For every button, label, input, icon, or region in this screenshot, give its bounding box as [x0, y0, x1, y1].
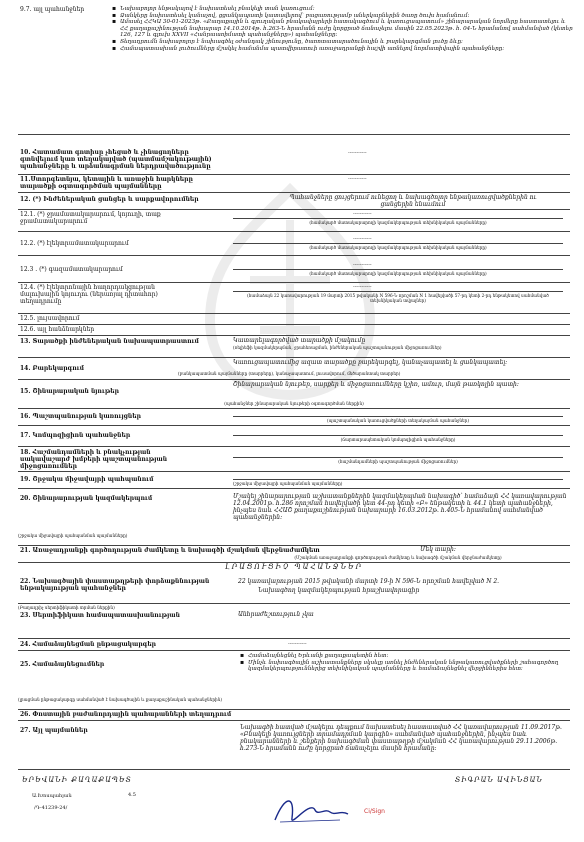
row-21-note: (Մշակման առաջադրանքի գործողության ժամկետը և նախագծի մշակման վերջնաժամկետը): [294, 555, 502, 560]
list-item: ▪ Տեղադրումն նախաբոլոր է նախագծել օժանդակ շինությունը, ծառոտատարածունային և բարեկարգման լուծը ձևը:: [120, 39, 575, 46]
row-13-value: Կատարելագործված տարածքի մշակումը: [233, 337, 366, 344]
row-27: [18, 721, 570, 770]
row-12-2-label: 12.2. (*) էլեկտրամատակարարում: [20, 240, 129, 247]
row-23-value: Անհրաժեշտություն չկա: [238, 611, 314, 618]
row-12-3: [18, 256, 570, 283]
row-12-5-label: 12.5. լույսավորում: [20, 315, 80, 322]
row-17: [18, 426, 570, 447]
row-26: [18, 710, 570, 721]
signature-icon: [270, 790, 350, 830]
row-14-value: Կառուցապատումից ազատ տարածքը բարեկարգել, կանաչապատել և ցանկապատել:: [233, 359, 508, 366]
row-25: [18, 651, 570, 710]
section-heading: ԼՐԱՑՈՒՑԻՉ ՊԱՀԱՆՋՆԵՐ: [224, 563, 364, 571]
row-25-label: 25. Համաձայնեցումներ: [20, 661, 105, 668]
row-12-3-value: -----------: [353, 262, 372, 268]
row-22: [18, 576, 570, 604]
row-12-3-label: 12.3 . (*) գազամատակարարում: [20, 266, 123, 273]
fill-line: [233, 243, 563, 244]
row-19-note: (շրջակա միջավայրի պահպանման պայմանները): [233, 481, 343, 486]
row-12-3-note: (համակարծ մատակարարողի կազմակերպության տեխնիկական պայմանները): [309, 271, 487, 276]
row-18: [18, 447, 570, 472]
row-24: [18, 639, 570, 651]
row-20-value: Մշակել շինարարության աշխատանքներին կազմակերպման նախագիծ՝ համաձայն ՀՀ կառավարության 12.04.2001թ. հ.286 որոշման հավելվածի կետ 44-րդ կետի «Բ» ենթակետի և 44.1 կետի պահանջների, ինչպես նաև ՀՀԱՇ քաղաքաշինության նախարարի 16.03.2012թ. հ.405-Ն հրամանով սահմանված պահանջներին:: [233, 493, 567, 521]
row-12-1-label: 12.1. (*) ջրամատակարարում, կոյուղի, տաք ջրամատակարարում: [20, 211, 161, 225]
row-11-value: -----------: [348, 176, 367, 182]
row-22-value2: Նախագծող կազմակերպության հրաշխավորագիր: [258, 587, 420, 594]
row-14-label: 14. Բարեկարգում: [20, 365, 84, 372]
row-10: [18, 148, 570, 175]
fill-line: [233, 269, 563, 270]
row-12-4: [18, 283, 570, 314]
row-27-value: Նախագծի հատված մշակելու դեպքում նախատեսել հաստատված ՀՀ կառավարության 11.09.2017թ. «Բնակելի կառույցների տրամադրման կարգին» սահմանված պահանջներին, ինչպես նաև բնակարանների և շենքերի նախագծման փաստաթղթի մշակման ՀՀ կառավարության 29.11.2006թ. հ.273-Ն հրամանն ուժը կորցրած ճանաչելու մասին հրամանը:: [240, 724, 562, 752]
row-25-note: (լրացման ընթացակարգը սահմանված է նախագծային և քաղաքաշինական պահանջներին): [18, 697, 222, 702]
list-item: ▪ Համաձայնեցնել Երևանի քաղաքապետին հետ:: [248, 653, 573, 660]
row-12-4-note: (համաձայն 22 կառավարության 19 մարտի 2015 թվականի N 596-Ն որոշման N 1 հավելվածի 57-րդ կետի 2-րդ ենթակետով սահմանված տեխնիկական տվյալներ): [247, 293, 549, 303]
fill-line: [233, 457, 563, 458]
row-21-value: Մեկ տարի:: [420, 546, 456, 553]
row-23-label: 23. Սերտիֆիկատ համապատասխանության: [20, 612, 180, 619]
esign-logo: Ci/Sign: [364, 808, 385, 815]
row-24-label: 24. Համաձայնեցման ընթացակարգեր: [20, 641, 157, 648]
row-12-2-value: -----------: [353, 236, 372, 242]
row-21-label: 21. Առաջադրանքի գործողության ժամկետը և նախագծի մշակման վերջնաժամկետ: [20, 547, 320, 554]
list-item: ▪ Ձանկերը նախատեսել կանաչով, ցցանկապատի կատավերով՝ բացառությամբ աներկարներին ծառը ծուխ համանում:: [120, 13, 575, 20]
row-12-6-label: 12.6. այլ հանձնարկներ: [20, 326, 95, 333]
row-10-value: -----------: [348, 150, 367, 156]
row-12-1: [18, 210, 570, 232]
signatory-name: ՏԻԳՐԱՆ ԱՎԻՆՅԱՆ: [455, 776, 543, 784]
row-12-4-value: -----------: [353, 284, 372, 290]
section-9-7-list: [110, 6, 575, 52]
row-18-note: (հաշմանդամների պաշտպանության միջոցառումներ): [338, 459, 458, 464]
row-19: [18, 472, 570, 489]
row-16-label: 16. Պաշտպանության կառույցներ: [20, 413, 141, 420]
row-25-list: [238, 653, 573, 673]
row-23-note: (Բաղադրիչ սերտիֆիկատի տրման ներքին): [18, 605, 115, 610]
row-27-label: 27. Այլ պայմաններ: [20, 727, 88, 734]
row-20: [18, 489, 570, 546]
row-12-1-note: (համակարծ մատակարարողի կազմակերպության տեխնիկական պայմանները): [309, 220, 487, 225]
fill-line: [233, 479, 563, 480]
row-20-label: 20. Շինարարության կազմակերպում: [20, 495, 153, 502]
row-10-label: 10. Հատամատ գոտիսը չհեցած և չինացողները գտնվելում կառ տեղակայված (պատմամշակութային) պահանջները և արձանագրման ներդրավածությունը: [20, 149, 212, 170]
section-9-7-num: 9.7. այլ պահանջներ: [20, 6, 85, 13]
row-21: [18, 546, 570, 563]
row-19-label: 19. Շրջակա միջավայրի պահպանում: [20, 476, 154, 483]
row-17-note: (ճարտարապետական կոմպոզիցիոն պահանջները): [340, 437, 456, 442]
document-code: /Դ-41239-24/: [34, 805, 68, 811]
row-14: [18, 358, 570, 380]
row-13-label: 13. Տարածքի ինժեներական նախապատրաստում: [20, 338, 199, 345]
fill-line: [233, 435, 563, 436]
seal-label: 4.5: [128, 792, 136, 798]
fill-line: [233, 218, 563, 219]
row-26-label: 26. Փոստային բաժանորդային պահարանների տեղադրում: [20, 711, 232, 718]
row-12-2-note: (համակարծ մատակարարողի կազմակերպության տեխնիկական պայմանները): [309, 245, 487, 250]
fill-line: [233, 291, 563, 292]
row-15-value: Շինարարական նյութեր, սարքեր և միջոցառումները կշիռ, ամուր, մայն թառկոլին պատի:: [233, 381, 519, 388]
row-11: [18, 175, 570, 193]
row-12-value: Պահանջները ցույցերում ունեցող և նախագծոլոր ենթակառուցվածքներին ու ցանցերին ենաւմում: [289, 194, 537, 208]
row-24-value: -----------: [288, 641, 307, 647]
row-12-5: [18, 314, 570, 325]
row-22-value: 22 կառավարության 2015 թվականի մարտի 19-ի N 596-Ն որոշման հավելված N 2.: [238, 578, 500, 585]
row-23: [18, 604, 570, 639]
row-16: [18, 409, 570, 426]
row-12: [18, 193, 570, 210]
row-12-6: [18, 325, 570, 336]
list-item: ▪ Համապատասխան լուծումները մշակել համանմա պատվիրատուի առաջադրանքի հաշվի առնելով նորմատիվային պահանջները:: [120, 46, 575, 53]
row-12-2: [18, 232, 570, 256]
row-13-note: (ռելիեֆի կազմակերպման, ջրահեռացման, ինժեներական պաշտպանության միջոցառումներ): [233, 345, 442, 350]
row-22-label: 22. Նախագծային փաստաթղթերի փորձաքննության ենթակայության պահանջներ: [20, 578, 210, 592]
row-12-label: 12. (*) Ինժեներական ցանցեր և սարքավորումներ: [20, 196, 199, 203]
row-12-4-label: 12.4. (*) էլեկտրոնային հաղորդակցության մալուխային կոյուղու (ներառյալ դիտահոր) տեղադրումը: [20, 284, 158, 305]
row-14-note: (բանկապատման պայմանները (տարրերը), կանաչապատում, լուսավորում, մեծարանտակ տարրեր): [178, 371, 401, 376]
section-9-7: [18, 4, 573, 135]
row-18-label: 18. Հաշմանդամների և բնակչության սակավաշարժ խմբերի պաշտպանության միջոցառումներ: [20, 449, 168, 470]
fill-line: [233, 416, 563, 417]
row-15-note: (պահանջներ շինարարական նյութերի օգտագործման ներքին): [224, 401, 364, 406]
list-item: ▪ Նախաբոլոր ենթակայով է նախատեսել բնակելի տան կառուցում:: [120, 6, 575, 13]
signatory-title: ԵՐԵՎԱՆԻ ՔԱՂԱՔԱՊԵՏ: [22, 776, 132, 784]
row-15-label: 15. Շինարարական նյութեր: [20, 388, 119, 395]
row-20-note: (շրջակա միջավայրի պահպանման պայմանները): [18, 533, 128, 538]
row-13: [18, 336, 570, 358]
list-item: ▪ Ամասել ՀՀԿԱ 30-01-2023թ. «Քաղաքային և գյուղական բնակավայրերի հատակագծում և կառուցապատում» շինարարական նորմերը հաստատելու և ՀՀ քաղաքաշինության նախարար 14.10.2014թ. հ.263-Ն հրամանն ուժը կորցրած ճանաչելու մասին 22.05.2023թ. հ. 04-Ն հրամանով սահմանված (կետեր 126, 127 և գլուխ XXVII «Հանրաառիմատի պահանջները») պահանջները:: [120, 19, 575, 39]
row-15: [18, 380, 570, 409]
row-11-label: 11.Ստորգետնյա, կետային և առաջին հարկները տարածքի օգտագործման պայմանները: [20, 176, 193, 190]
list-item: ▪ Մինչև նախագծային աշխատանքները սկսելը առնել ինժեներական ենթակառուցվածքների շահագործող կազմակերպություններից տեխնիկական պայմանները և համաձայնեցնել վերջիններիս հետ:: [248, 660, 573, 673]
row-12-1-value: -----------: [353, 211, 372, 217]
row-17-label: 17. Կոմպոզիցիոն պահանջներ: [20, 432, 131, 439]
signatory-subtitle: Ա.Խոսպահյան: [32, 793, 72, 799]
row-16-note: (պաշտպանական կառուցվածքների տեղակայման պահանջներ): [326, 418, 470, 423]
